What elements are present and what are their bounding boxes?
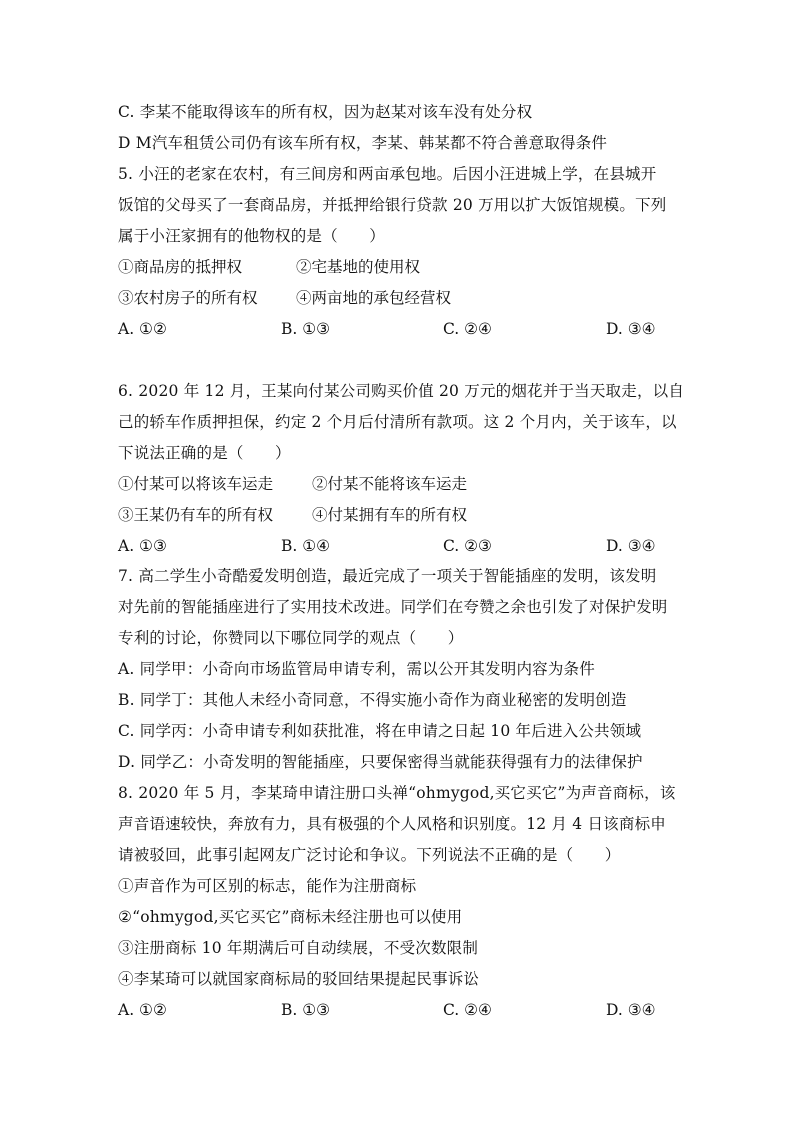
q8-option-b: B. ①③ [281,1001,331,1019]
q5-option-a: A. ①② [118,320,167,338]
q8-stem-line-1: 8. 2020 年 5 月，李某琦申请注册口头禅“ohmygod,买它买它”为声音商标，该 [118,784,676,802]
q8-item-1: ①声音作为可区别的标志，能作为注册商标 [118,877,417,895]
q6-option-b: B. ①④ [281,537,331,555]
q5-option-d: D. ③④ [606,320,656,338]
q8-option-c: C. ②④ [443,1001,492,1019]
q8-stem-line-2: 声音语速较快，奔放有力，具有极强的个人风格和识别度。12 月 4 日该商标申 [118,815,666,833]
q5-stem-line-2: 饭馆的父母买了一套商品房，并抵押给银行贷款 20 万用以扩大饭馆规模。下列 [118,196,667,214]
q6-item-3: ③王某仍有车的所有权 [118,506,274,524]
q8-item-3: ③注册商标 10 年期满后可自动续展，不受次数限制 [118,939,479,957]
q6-option-c: C. ②③ [443,537,492,555]
q6-stem-line-1: 6. 2020 年 12 月，王某向付某公司购买价值 20 万元的烟花并于当天取走，以自 [118,382,685,400]
q5-item-3: ③农村房子的所有权 [118,289,258,307]
q7-option-b: B. 同学丁：其他人未经小奇同意，不得实施小奇作为商业秘密的发明创造 [118,691,627,709]
q7-stem-line-2: 对先前的智能插座进行了实用技术改进。同学们在夸赞之余也引发了对保护发明 [118,598,668,616]
q8-item-4: ④李某琦可以就国家商标局的驳回结果提起民事诉讼 [118,970,480,988]
q8-option-a: A. ①② [118,1001,167,1019]
q6-item-1: ①付某可以将该车运走 [118,475,274,493]
q6-item-4: ④付某拥有车的所有权 [312,506,468,524]
q6-stem-line-2: 己的轿车作质押担保，约定 2 个月后付清所有款项。这 2 个月内，关于该车，以 [118,413,677,431]
q5-option-c: C. ②④ [443,320,492,338]
q5-item-1: ①商品房的抵押权 [118,258,243,276]
q7-option-c: C. 同学丙：小奇申请专利如获批准，将在申请之日起 10 年后进入公共领域 [118,722,642,740]
q7-stem-line-3: 专利的讨论，你赞同以下哪位同学的观点（ ） [118,629,464,647]
q6-stem-line-3: 下说法正确的是（ ） [118,444,291,462]
q4-option-d: D M汽车租赁公司仍有该车所有权，李某、韩某都不符合善意取得条件 [118,134,608,152]
q5-item-2: ②宅基地的使用权 [296,258,421,276]
q6-option-d: D. ③④ [606,537,656,555]
q6-option-a: A. ①③ [118,537,167,555]
q8-stem-line-3: 请被驳回，此事引起网友广泛讨论和争议。下列说法不正确的是（ ） [118,846,621,864]
q4-option-c: C. 李某不能取得该车的所有权，因为赵某对该车没有处分权 [118,103,533,121]
q7-option-d: D. 同学乙：小奇发明的智能插座，只要保密得当就能获得强有力的法律保护 [118,753,643,771]
q8-item-2: ②“ohmygod,买它买它”商标未经注册也可以使用 [118,908,463,926]
q5-option-b: B. ①③ [281,320,331,338]
q7-stem-line-1: 7. 高二学生小奇酷爱发明创造，最近完成了一项关于智能插座的发明，该发明 [118,567,657,585]
q8-option-d: D. ③④ [606,1001,656,1019]
q5-item-4: ④两亩地的承包经营权 [296,289,452,307]
q5-stem-line-3: 属于小汪家拥有的他物权的是（ ） [118,227,385,245]
q5-stem-line-1: 5. 小汪的老家在农村，有三间房和两亩承包地。后因小汪进城上学，在县城开 [118,165,657,183]
q6-item-2: ②付某不能将该车运走 [312,475,468,493]
q7-option-a: A. 同学甲：小奇向市场监管局申请专利，需以公开其发明内容为条件 [118,660,595,678]
